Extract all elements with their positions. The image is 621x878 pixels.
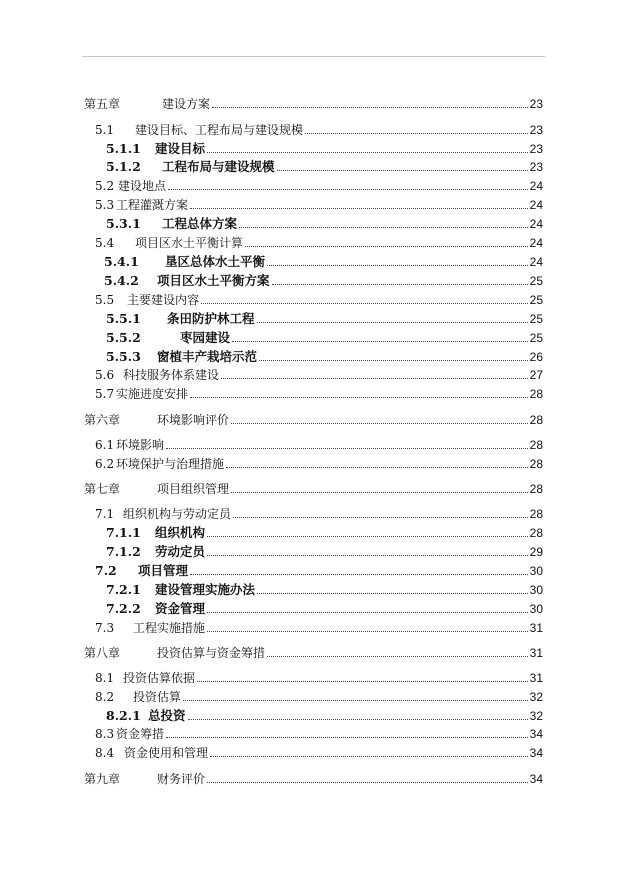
toc-entry-5-5-1[interactable] (0, 310, 621, 328)
toc-title: 资金筹措 (116, 727, 165, 741)
toc-title: 资金管理 (155, 601, 206, 616)
dot-leader (257, 322, 528, 323)
toc-page-number: 24 (529, 179, 543, 193)
toc-page-number: 24 (529, 217, 543, 231)
toc-title: 财务评价 (157, 772, 206, 786)
dot-leader (183, 700, 528, 701)
toc-page-number: 24 (529, 198, 543, 212)
toc-number: 5.7 (95, 387, 115, 401)
toc-page-number: 32 (529, 709, 543, 723)
toc-entry-8-2-1[interactable] (0, 707, 621, 725)
dot-leader (207, 555, 528, 556)
toc-page-number: 28 (529, 438, 543, 452)
dot-leader (221, 378, 528, 379)
toc-entry-6-1[interactable] (0, 436, 621, 454)
toc-number: 5.1.1 (106, 141, 141, 156)
toc-entry-5-7[interactable] (0, 385, 621, 403)
toc-page-number: 29 (529, 545, 543, 559)
toc-title: 垦区总体水土平衡 (165, 254, 266, 269)
toc-entry-7-1[interactable] (0, 505, 621, 523)
toc-title: 投资估算与资金筹措 (157, 646, 266, 660)
dot-leader (233, 517, 528, 518)
toc-page-number: 31 (529, 671, 543, 685)
dot-leader (245, 246, 528, 247)
toc-number: 8.3 (95, 727, 115, 741)
toc-entry-5-4-1[interactable] (0, 253, 621, 271)
dot-leader (190, 397, 528, 398)
dot-leader (190, 208, 528, 209)
dot-leader (239, 227, 528, 228)
toc-entry-8-2[interactable] (0, 688, 621, 706)
toc-entry-chapter-9[interactable] (0, 770, 621, 788)
toc-number: 7.2 (95, 563, 117, 578)
toc-entry-5-6[interactable] (0, 366, 621, 384)
dot-leader (272, 284, 528, 285)
toc-title: 建设地点 (118, 179, 167, 193)
toc-entry-5-1-1[interactable] (0, 140, 621, 158)
toc-page-number: 23 (529, 123, 543, 137)
toc-entry-5-2[interactable] (0, 177, 621, 195)
toc-number: 5.4.1 (104, 254, 139, 269)
toc-title: 条田防护林工程 (167, 311, 255, 326)
dot-leader (259, 360, 528, 361)
toc-page-number: 31 (529, 646, 543, 660)
toc-number: 5.6 (95, 368, 115, 382)
toc-page-number: 23 (529, 142, 543, 156)
toc-title: 科技服务体系建设 (123, 368, 220, 382)
dot-leader (207, 536, 528, 537)
toc-page-number: 34 (529, 772, 543, 786)
toc-page-number: 34 (529, 727, 543, 741)
toc-number: 8.4 (95, 746, 115, 760)
toc-page-number: 24 (529, 236, 543, 250)
toc-page-number: 23 (529, 97, 543, 111)
toc-entry-5-5-3[interactable] (0, 348, 621, 366)
toc-entry-chapter-8[interactable] (0, 644, 621, 662)
toc-title: 劳动定员 (155, 544, 206, 559)
toc-page-number: 30 (529, 583, 543, 597)
toc-page-number: 25 (529, 312, 543, 326)
toc-entry-chapter-5[interactable] (0, 95, 621, 113)
toc-number: 7.3 (95, 621, 115, 635)
toc-title: 建设管理实施办法 (155, 582, 256, 597)
dot-leader (190, 574, 528, 575)
toc-entry-6-2[interactable] (0, 455, 621, 473)
toc-title: 组织机构 (155, 525, 206, 540)
toc-page-number: 28 (529, 387, 543, 401)
toc-entry-5-3[interactable] (0, 196, 621, 214)
dot-leader (207, 152, 528, 153)
toc-number: 7.1.1 (106, 525, 141, 540)
dot-leader (207, 612, 528, 613)
toc-title: 投资估算 (133, 690, 182, 704)
dot-leader (168, 189, 528, 190)
dot-leader (231, 492, 528, 493)
toc-title: 建设方案 (162, 97, 211, 111)
toc-title: 主要建设内容 (127, 293, 200, 307)
toc-page-number: 30 (529, 602, 543, 616)
dot-leader (305, 133, 528, 134)
toc-number: 5.4.2 (104, 273, 139, 288)
dot-leader (201, 303, 528, 304)
toc-number: 7.1.2 (106, 544, 141, 559)
dot-leader (188, 719, 528, 720)
dot-leader (166, 448, 528, 449)
toc-title: 总投资 (148, 708, 186, 723)
toc-number: 5.4 (95, 236, 115, 250)
toc-title: 工程布局与建设规模 (162, 159, 275, 174)
toc-number: 5.5 (95, 293, 115, 307)
toc-page-number: 25 (529, 274, 543, 288)
toc-entry-chapter-6[interactable] (0, 411, 621, 429)
toc-number: 7.1 (95, 507, 115, 521)
toc-title: 枣园建设 (180, 330, 231, 345)
toc-title: 工程实施措施 (133, 621, 206, 635)
toc-page-number: 34 (529, 746, 543, 760)
toc-number: 5.1.2 (106, 159, 141, 174)
toc-number: 第六章 (84, 413, 121, 427)
toc-number: 6.2 (95, 457, 115, 471)
toc-number: 5.5.3 (106, 349, 141, 364)
dot-leader (257, 593, 528, 594)
dot-leader (277, 170, 528, 171)
toc-number: 8.1 (95, 671, 115, 685)
dot-leader (197, 681, 528, 682)
toc-entry-8-4[interactable] (0, 744, 621, 762)
toc-title: 资金使用和管理 (124, 746, 209, 760)
toc-entry-7-1-1[interactable] (0, 524, 621, 542)
toc-entry-5-4[interactable] (0, 234, 621, 252)
toc-page-number: 28 (529, 526, 543, 540)
dot-leader (207, 782, 528, 783)
toc-entry-7-2[interactable] (0, 562, 621, 580)
dot-leader (232, 341, 528, 342)
toc-number: 5.1 (95, 123, 115, 137)
toc-entry-7-2-2[interactable] (0, 600, 621, 618)
toc-title: 窗植丰产栽培示范 (157, 349, 258, 364)
toc-title: 投资估算依据 (123, 671, 196, 685)
toc-number: 5.2 (95, 179, 115, 193)
toc-entry-7-3[interactable] (0, 619, 621, 637)
toc-page-number: 32 (529, 690, 543, 704)
toc-number: 8.2 (95, 690, 115, 704)
toc-entry-5-3-1[interactable] (0, 215, 621, 233)
toc-number: 第五章 (84, 97, 121, 111)
toc-entry-5-1-2[interactable] (0, 158, 621, 176)
toc-page-number: 28 (529, 413, 543, 427)
toc-page-number: 27 (529, 368, 543, 382)
toc-page-number: 26 (529, 350, 543, 364)
toc-title: 项目管理 (138, 563, 189, 578)
toc-title: 项目组织管理 (157, 482, 230, 496)
dot-leader (212, 107, 528, 108)
toc-entry-7-1-2[interactable] (0, 543, 621, 561)
toc-number: 5.5.1 (106, 311, 141, 326)
toc-entry-5-1[interactable] (0, 121, 621, 139)
toc-entry-5-5[interactable] (0, 291, 621, 309)
toc-page-number: 28 (529, 482, 543, 496)
toc-entry-8-3[interactable] (0, 725, 621, 743)
toc-title: 环境影响 (116, 438, 165, 452)
toc-number: 6.1 (95, 438, 115, 452)
toc-title: 建设目标 (155, 141, 206, 156)
toc-entry-5-4-2[interactable] (0, 272, 621, 290)
dot-leader (207, 631, 528, 632)
toc-entry-8-1[interactable] (0, 669, 621, 687)
toc-page-number: 31 (529, 621, 543, 635)
toc-number: 7.2.1 (106, 582, 141, 597)
toc-page-number: 24 (529, 255, 543, 269)
toc-page-number: 23 (529, 160, 543, 174)
toc-title: 实施进度安排 (116, 387, 189, 401)
toc-entry-7-2-1[interactable] (0, 581, 621, 599)
toc-title: 工程总体方案 (162, 216, 238, 231)
dot-leader (231, 423, 528, 424)
toc-page-number: 25 (529, 331, 543, 345)
toc-page-number: 30 (529, 564, 543, 578)
toc-title: 环境保护与治理措施 (116, 457, 225, 471)
toc-title: 项目区水土平衡方案 (157, 273, 270, 288)
toc-title: 建设目标、工程布局与建设规模 (135, 123, 304, 137)
toc-title: 工程灌溉方案 (116, 198, 189, 212)
toc-number: 5.5.2 (106, 330, 141, 345)
toc-number: 7.2.2 (106, 601, 141, 616)
toc-number: 5.3 (95, 198, 115, 212)
toc-page-number: 28 (529, 507, 543, 521)
dot-leader (267, 265, 528, 266)
toc-number: 8.2.1 (106, 708, 141, 723)
toc-number: 第九章 (84, 772, 121, 786)
dot-leader (166, 737, 528, 738)
toc-title: 项目区水土平衡计算 (135, 236, 244, 250)
toc-page-number: 25 (529, 293, 543, 307)
toc-entry-chapter-7[interactable] (0, 480, 621, 498)
toc-page-number: 28 (529, 457, 543, 471)
toc-title: 环境影响评价 (157, 413, 230, 427)
toc-number: 第七章 (84, 482, 121, 496)
dot-leader (267, 656, 528, 657)
toc-entry-5-5-2[interactable] (0, 329, 621, 347)
dot-leader (226, 467, 528, 468)
toc-number: 5.3.1 (106, 216, 141, 231)
toc-number: 第八章 (84, 646, 121, 660)
dot-leader (210, 756, 528, 757)
toc-title: 组织机构与劳动定员 (123, 507, 232, 521)
